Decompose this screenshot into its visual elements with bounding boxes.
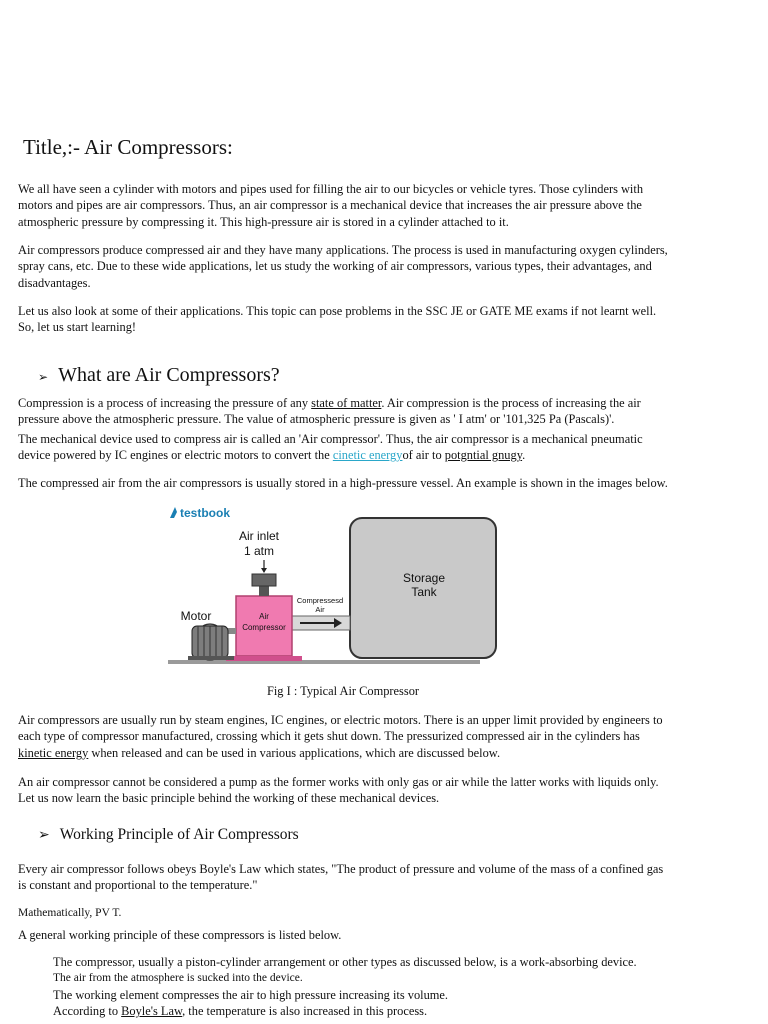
- text-run: when released and can be used in various applications, which are discussed below.: [88, 745, 501, 760]
- text-run: of air to: [402, 448, 445, 463]
- atm-label: 1 atm: [243, 544, 275, 558]
- section2-paragraph-1: Every air compressor follows obeys Boyle's Law which states, "The product of pressure and volume of the mass of a confined gas is constant and proportional to the temperature.": [18, 862, 664, 893]
- compressed-air-label-1: Compressesd: [296, 596, 344, 605]
- page-title: Title,:- Air Compressors:: [23, 135, 233, 159]
- air-compressor-figure: [166, 502, 512, 668]
- section-heading-what-are: [38, 364, 280, 387]
- link-potential-energy[interactable]: potgntial gnugy: [444, 448, 523, 463]
- text-run: Air compressors are usually run by steam engines, IC engines, or electric motors. There is an upper limit provided by engineers to each type of compressor manufactured, crossing which it gets shut down. The pressurized compressed air in the cylinders has: [18, 713, 663, 744]
- tank-label-2: Tank: [411, 585, 437, 599]
- inlet-arrow-head-icon: [261, 568, 267, 573]
- working-principle-list: [53, 954, 693, 1019]
- air-inlet-label: Air inlet: [238, 529, 280, 543]
- compressor-base: [226, 656, 302, 661]
- link-state-of-matter[interactable]: state of matter: [311, 396, 382, 410]
- section1-paragraph-1: [18, 395, 668, 428]
- link-kinetic-energy[interactable]: cinetic energy: [332, 448, 403, 463]
- text-run: , the temperature is also increased in this process.: [182, 1003, 428, 1018]
- after-figure-paragraph-1: [18, 712, 668, 761]
- section-heading-text: Working Principle of Air Compressors: [59, 826, 299, 843]
- section2-formula: Mathematically, PV T.: [18, 907, 122, 919]
- arrow-bullet-icon: ➢: [38, 370, 49, 384]
- section-heading-working-principle: [38, 826, 299, 844]
- intro-paragraph-2: Air compressors produce compressed air and they have many applications. The process is used in manufacturing oxygen cylinders, spray cans, etc. Due to these wide applications, let us study the working of air compressors, various types, their advantages, and disadvantages.: [18, 243, 668, 290]
- arrow-bullet-icon: ➢: [38, 828, 50, 843]
- text-run: .: [522, 448, 526, 463]
- intro-paragraph-3: Let us also look at some of their applications. This topic can pose problems in the SSC JE or GATE ME exams if not learnt well. So, let us start learning!: [18, 304, 657, 335]
- after-figure-paragraph-2: An air compressor cannot be considered a pump as the former works with only gas or air while the latter works with liquids only. Let us now learn the basic principle behind the working of these mechanical devices.: [18, 775, 659, 806]
- text-run: The mechanical device used to compress air is called an 'Air compressor'. Thus, the air compressor is a mechanical pneumatic device powered by IC engines or electric motors to convert the: [18, 432, 643, 463]
- base-platform: [168, 660, 480, 664]
- tank-label-1: Storage: [402, 571, 446, 585]
- compressor-label-1: Air: [259, 612, 269, 621]
- link-kinetic-energy-2[interactable]: kinetic energy: [18, 745, 89, 760]
- compressed-air-label-2: Air: [315, 605, 325, 614]
- section-heading-text: What are Air Compressors?: [58, 364, 280, 386]
- inlet-filter: [252, 574, 276, 586]
- section1-paragraph-2: [18, 431, 668, 464]
- testbook-logo-icon: [170, 507, 177, 518]
- motor-label: Motor: [180, 609, 212, 623]
- list-item: The compressor, usually a piston-cylinder arrangement or other types as discussed below, is a work-absorbing device.: [53, 955, 637, 969]
- list-item: The air from the atmosphere is sucked into the device.: [53, 972, 303, 985]
- figure-caption: Fig I : Typical Air Compressor: [266, 684, 420, 698]
- motor-unit: [188, 624, 236, 660]
- intro-paragraph-1: We all have seen a cylinder with motors and pipes used for filling the air to our bicycles or vehicle tyres. Those cylinders with motors and pipes are air compressors. Thus, an air compressor is a mechanical device that increases the air pressure above the atmospheric pressure by compressing it. This high-pressure air is stored in a cylinder attached to it.: [18, 182, 644, 229]
- compressor-label-2: Compressor: [242, 623, 286, 632]
- text-run: According to: [53, 1003, 122, 1018]
- text-run: Compression is a process of increasing the pressure of any: [18, 396, 312, 410]
- testbook-logo: [170, 506, 230, 520]
- section2-paragraph-3: A general working principle of these compressors is listed below.: [18, 928, 342, 942]
- brand-label: testbook: [180, 506, 231, 520]
- list-item: [53, 1003, 693, 1019]
- list-item: The working element compresses the air to high pressure increasing its volume.: [53, 987, 449, 1002]
- section1-paragraph-3: The compressed air from the air compressors is usually stored in a high-pressure vessel. An example is shown in the images below.: [18, 476, 668, 490]
- link-boyles-law[interactable]: Boyle's Law: [121, 1003, 183, 1018]
- text-run: . Air compression is the process of increasing the air pressure above the atmospheric pressure. The value of atmospheric pressure is given as ' I atm' or '101,325 Pa (Pascals)'.: [18, 396, 641, 427]
- motor-base: [188, 656, 234, 660]
